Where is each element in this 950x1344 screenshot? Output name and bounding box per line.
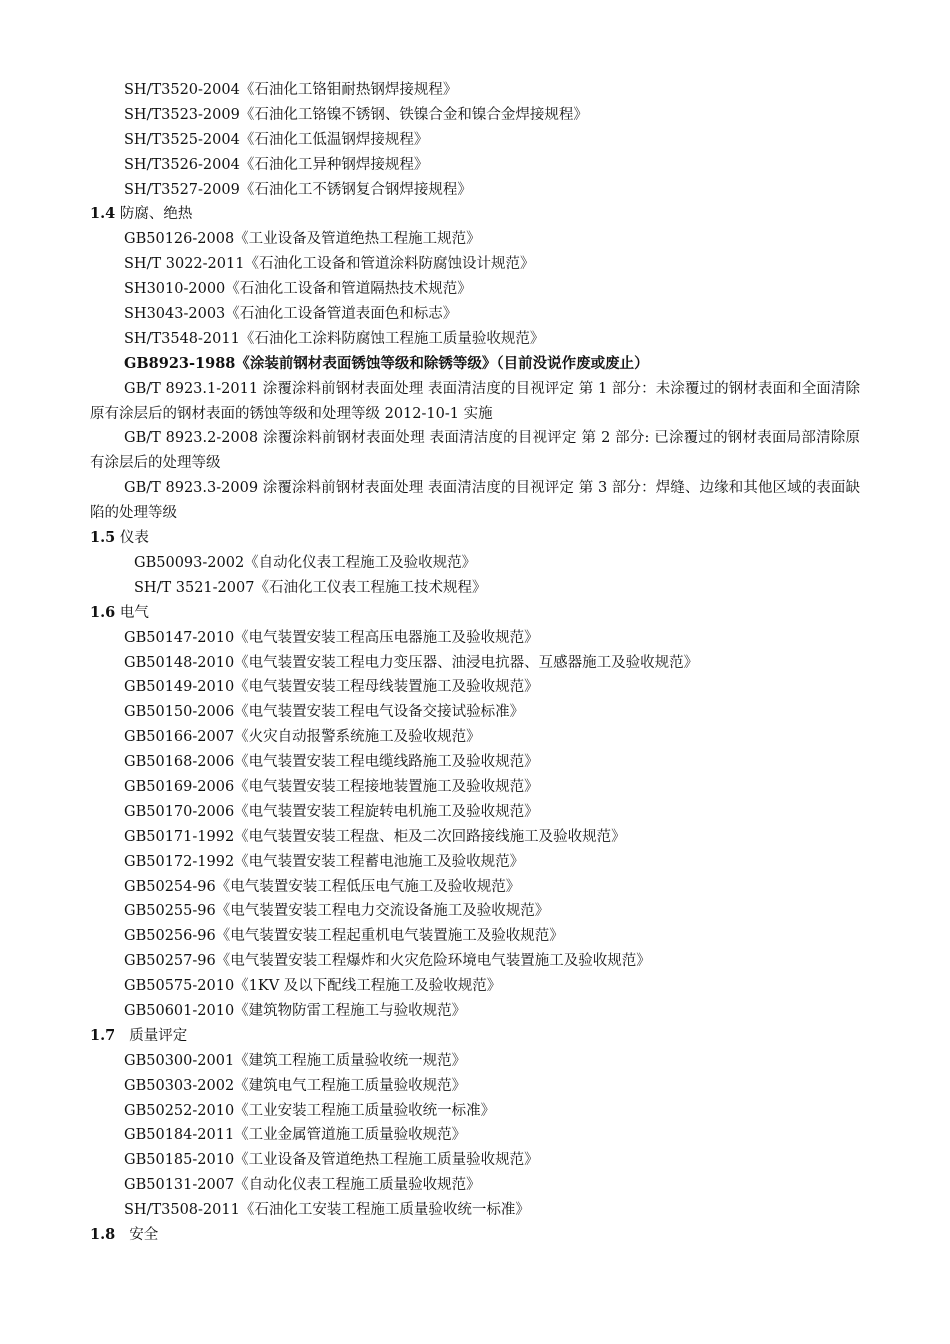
standard-item: GB50147-2010《电气装置安装工程高压电器施工及验收规范》 [124, 629, 539, 646]
section-number: 1.4 [90, 205, 116, 223]
standard-item: GB50300-2001《建筑工程施工质量验收统一规范》 [124, 1052, 467, 1069]
paragraph-block [0, 426, 950, 476]
section-heading-1-6 [0, 601, 950, 626]
section-heading-1-4 [0, 202, 950, 227]
standard-item: SH3010-2000《石油化工设备和管道隔热技术规范》 [124, 281, 472, 298]
standard-item: SH/T3525-2004《石油化工低温钢焊接规程》 [124, 131, 429, 148]
standard-item: GB50149-2010《电气装置安装工程母线装置施工及验收规范》 [124, 679, 539, 696]
standard-item-bold: GB8923-1988《涂装前钢材表面锈蚀等级和除锈等级》（目前没说作废或废止） [124, 354, 649, 372]
standard-item: GB50303-2002《建筑电气工程施工质量验收规范》 [124, 1077, 467, 1094]
standard-item: GB50172-1992《电气装置安装工程蓄电池施工及验收规范》 [124, 853, 525, 870]
standard-item: GB50166-2007《火灾自动报警系统施工及验收规范》 [124, 729, 481, 746]
section-number: 1.6 [90, 603, 116, 621]
paragraph-block [0, 377, 950, 427]
standard-item: SH/T3523-2009《石油化工铬镍不锈钢、铁镍合金和镍合金焊接规程》 [124, 106, 588, 123]
section-title: 质量评定 [129, 1027, 188, 1044]
standard-item: SH/T3548-2011《石油化工涂料防腐蚀工程施工质量验收规范》 [124, 330, 545, 347]
paragraph-block [0, 476, 950, 526]
standard-item: SH/T3527-2009《石油化工不锈钢复合钢焊接规程》 [124, 181, 472, 198]
standard-item: GB50171-1992《电气装置安装工程盘、柜及二次回路接线施工及验收规范》 [124, 828, 626, 845]
standard-item: GB50252-2010《工业安装工程施工质量验收统一标准》 [124, 1102, 496, 1119]
standard-item: GB50184-2011《工业金属管道施工质量验收规范》 [124, 1127, 467, 1144]
standard-item: GB50168-2006《电气装置安装工程电缆线路施工及验收规范》 [124, 754, 539, 771]
standard-paragraph: GB/T 8923.1-2011 涂覆涂料前钢材表面处理 表面清洁度的目视评定 第 1 部分：未涂覆过的钢材表面和全面清除原有涂层后的钢材表面的锈蚀等级和处理等级 2012-10-1 实施 [90, 380, 860, 422]
standard-item: SH/T3520-2004《石油化工铬钼耐热钢焊接规程》 [124, 82, 458, 98]
standard-item: GB50131-2007《自动化仪表工程施工质量验收规范》 [124, 1177, 481, 1194]
standard-paragraph: GB/T 8923.2-2008 涂覆涂料前钢材表面处理 表面清洁度的目视评定 第 2 部分: 已涂覆过的钢材表面局部清除原有涂层后的处理等级 [90, 430, 860, 472]
standard-item: SH3043-2003《石油化工设备管道表面色和标志》 [124, 306, 458, 323]
standard-item: GB50254-96《电气装置安装工程低压电气施工及验收规范》 [124, 878, 521, 895]
standard-item: GB50148-2010《电气装置安装工程电力变压器、油浸电抗器、互感器施工及验收规范》 [124, 654, 699, 671]
standard-item: SH/T3508-2011《石油化工安装工程施工质量验收统一标准》 [124, 1202, 530, 1219]
section-number: 1.8 [90, 1226, 116, 1244]
standard-item: GB50257-96《电气装置安装工程爆炸和火灾危险环境电气装置施工及验收规范》 [124, 953, 651, 970]
section-title: 仪表 [119, 530, 149, 547]
standard-item: SH/T 3022-2011《石油化工设备和管道涂料防腐蚀设计规范》 [124, 256, 535, 273]
standard-item: GB50093-2002《自动化仪表工程施工及验收规范》 [134, 554, 477, 571]
standard-item: SH/T3526-2004《石油化工异种钢焊接规程》 [124, 156, 429, 173]
standard-item: GB50185-2010《工业设备及管道绝热工程施工质量验收规范》 [124, 1152, 539, 1169]
standard-item: GB50150-2006《电气装置安装工程电气设备交接试验标准》 [124, 704, 525, 721]
section-title: 安全 [129, 1227, 159, 1244]
standard-item: GB50575-2010《1KV 及以下配线工程施工及验收规范》 [124, 978, 502, 995]
section-number: 1.7 [90, 1026, 116, 1044]
section-title: 防腐、绝热 [119, 206, 193, 223]
standard-item: GB50170-2006《电气装置安装工程旋转电机施工及验收规范》 [124, 803, 539, 820]
section-title: 电气 [119, 604, 149, 621]
standard-item: GB50601-2010《建筑物防雷工程施工与验收规范》 [124, 1003, 467, 1019]
section-number: 1.5 [90, 529, 116, 547]
section-heading-1-5 [0, 526, 950, 551]
document-page [0, 78, 950, 1248]
standard-paragraph: GB/T 8923.3-2009 涂覆涂料前钢材表面处理 表面清洁度的目视评定 第 3 部分：焊缝、边缘和其他区域的表面缺陷的处理等级 [90, 480, 860, 522]
section-heading-1-7 [0, 1024, 950, 1049]
standard-item: GB50256-96《电气装置安装工程起重机电气装置施工及验收规范》 [124, 928, 564, 945]
standard-item: GB50169-2006《电气装置安装工程接地装置施工及验收规范》 [124, 778, 539, 795]
standard-item: SH/T 3521-2007《石油化工仪表工程施工技术规程》 [134, 579, 487, 596]
standard-item: GB50255-96《电气装置安装工程电力交流设备施工及验收规范》 [124, 903, 550, 920]
standard-item: GB50126-2008《工业设备及管道绝热工程施工规范》 [124, 231, 481, 248]
section-heading-1-8 [0, 1223, 950, 1248]
